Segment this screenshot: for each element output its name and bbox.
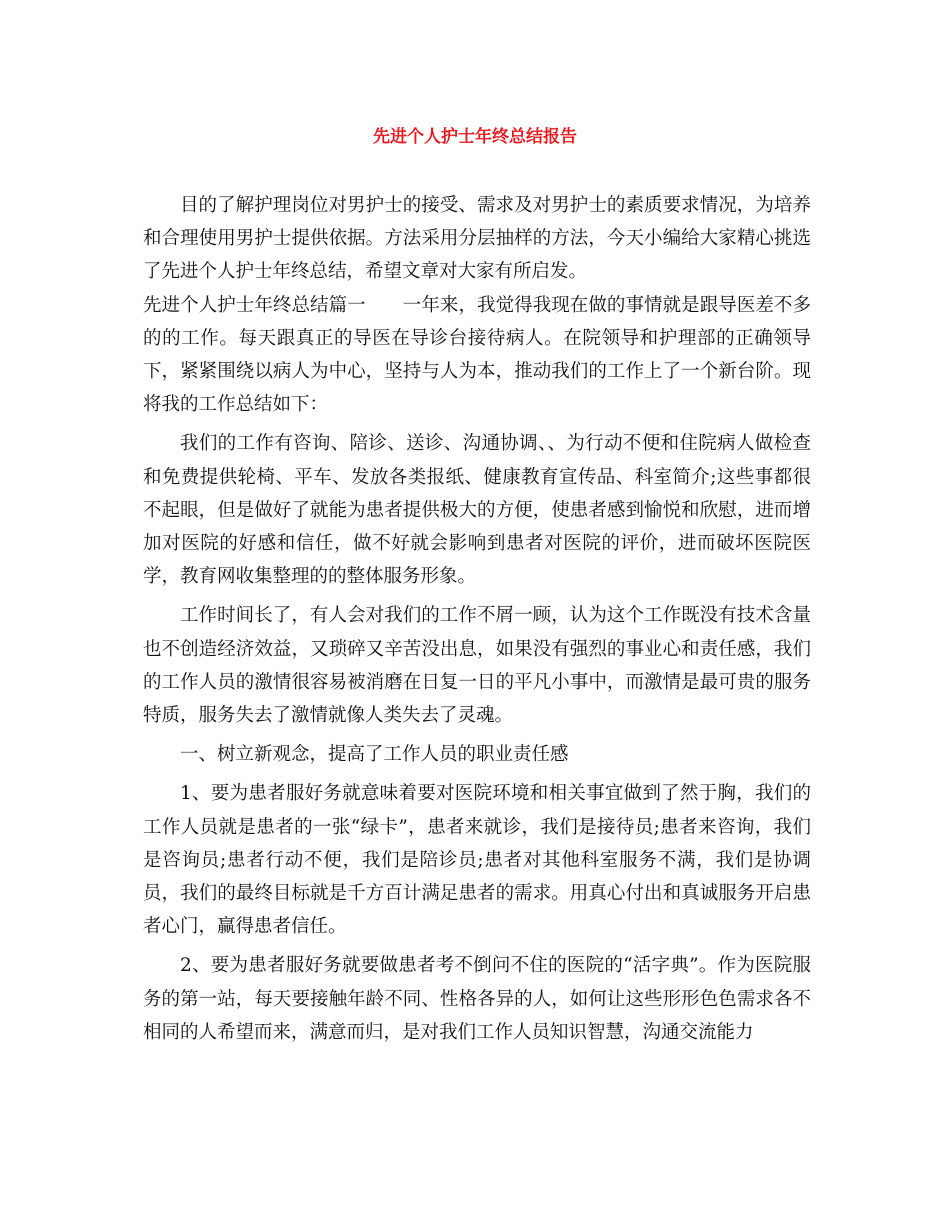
paragraph-intro: 目的了解护理岗位对男护士的接受、需求及对男护士的素质要求情况，为培养和合理使用男护士提供依据。方法采用分层抽样的方法，今天小编给大家精心挑选了先进个人护士年终总结，希望文章对大家有所启发。 [143, 195, 811, 283]
document-body [143, 189, 811, 1049]
document-title: 先进个人护士年终总结报告 [373, 127, 577, 147]
paragraph-point-one: 1、要为患者服好务就意味着要对医院环境和相关事宜做到了然于胸，我们的工作人员就是患者的一张“绿卡”，患者来就诊，我们是接待员;患者来咨询，我们是咨询员;患者行动不便，我们是陪诊员;患者对其他科室服务不满，我们是协调员，我们的最终目标就是千方百计满足患者的需求。用真心付出和真诚服务开启患者心门，赢得患者信任。 [143, 783, 811, 938]
section-heading: 一、树立新观念，提高了工作人员的职业责任感 [180, 744, 569, 766]
paragraph-section-one: 先进个人护士年终总结篇一 一年来，我觉得我现在做的事情就是跟导医差不多的的工作。每天跟真正的导医在导诊台接待病人。在院领导和护理部的正确领导下，紧紧围绕以病人为中心，坚持与人为本，推动我们的工作上了一个新台阶。现将我的工作总结如下： [143, 294, 811, 416]
paragraph-work-scope: 我们的工作有咨询、陪诊、送诊、沟通协调、、为行动不便和住院病人做检查和免费提供轮椅、平车、发放各类报纸、健康教育宣传品、科室简介;这些事都很不起眼，但是做好了就能为患者提供极大的方便，使患者感到愉悦和欣慰，进而增加对医院的好感和信任，做不好就会影响到患者对医院的评价，进而破坏医院医学，教育网收集整理的的整体服务形象。 [143, 433, 811, 588]
paragraph-passion: 工作时间长了，有人会对我们的工作不屑一顾，认为这个工作既没有技术含量也不创造经济效益，又琐碎又辛苦没出息，如果没有强烈的事业心和责任感，我们的工作人员的激情很容易被消磨在日复一日的平凡小事中，而激情是最可贵的服务特质，服务失去了激情就像人类失去了灵魂。 [143, 605, 811, 727]
paragraph-point-two: 2、要为患者服好务就要做患者考不倒问不住的医院的“活字典”。作为医院服务的第一站，每天要接触年龄不同、性格各异的人，如何让这些形形色色需求各不相同的人希望而来，满意而归，是对我们工作人员知识智慧，沟通交流能力 [143, 955, 811, 1043]
